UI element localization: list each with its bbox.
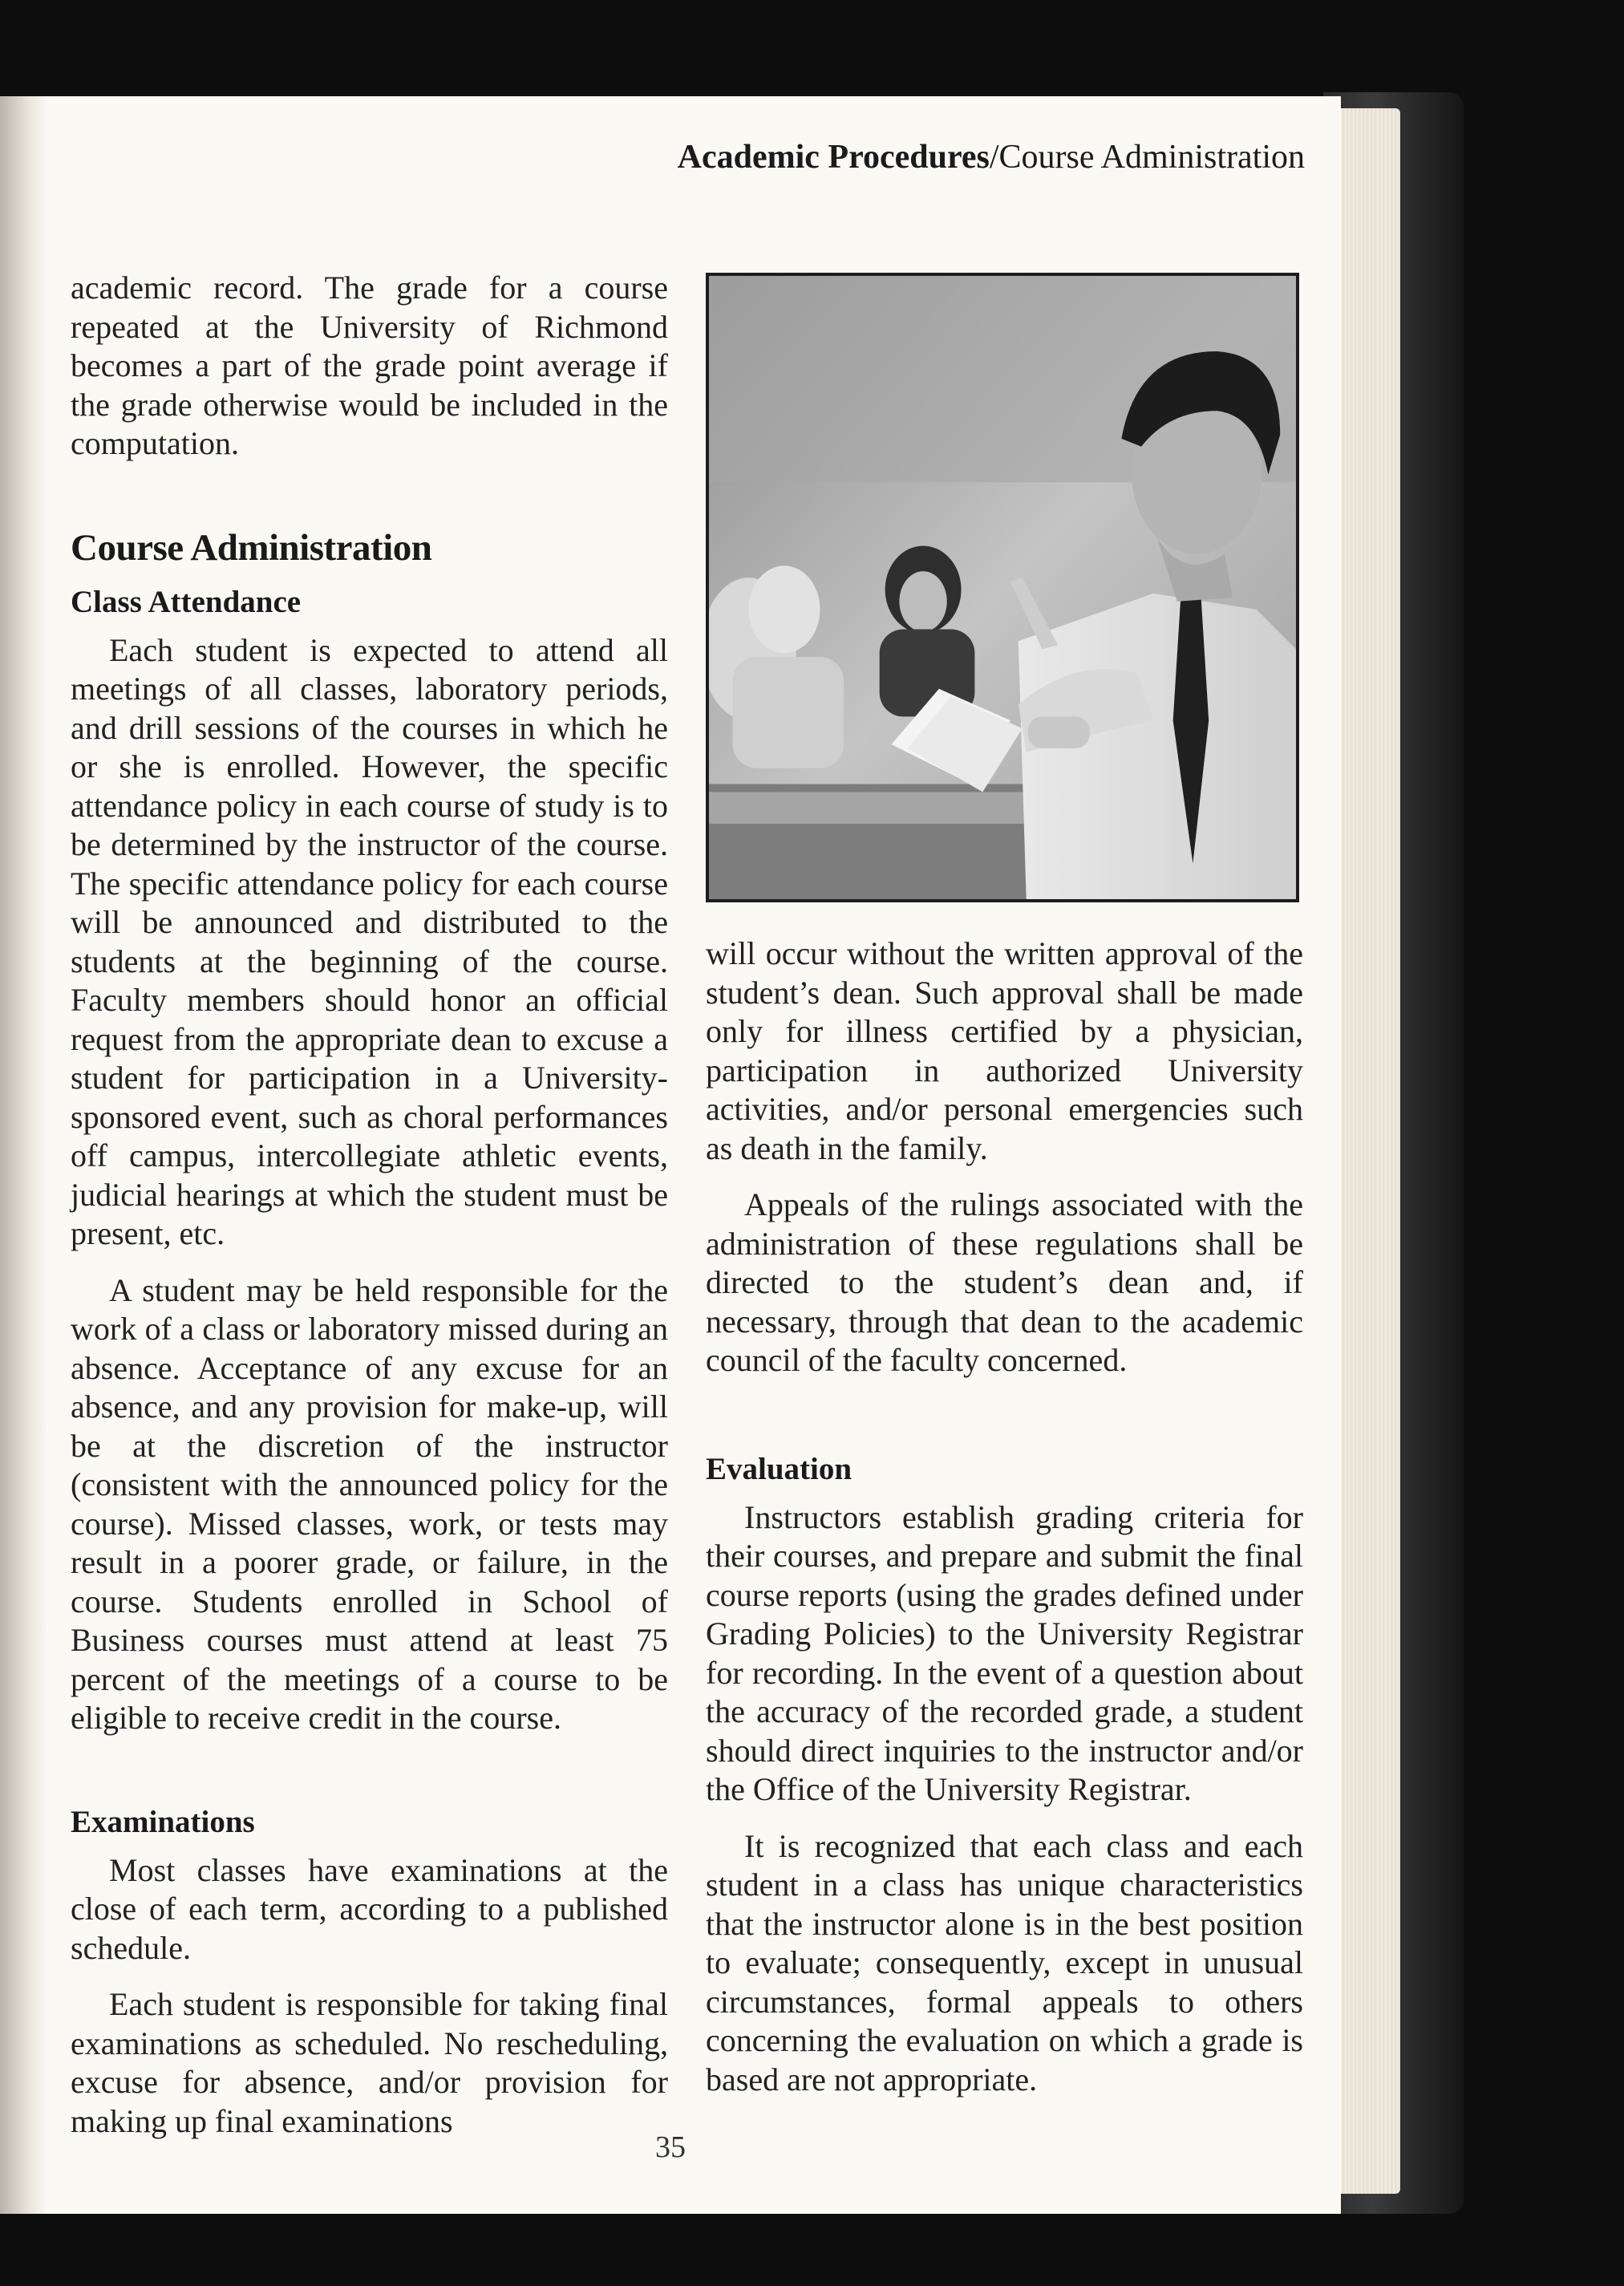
class-attendance-heading: Class Attendance [71, 584, 302, 619]
right-column [706, 934, 1303, 2099]
page-number: 35 [655, 2130, 686, 2164]
evaluation-paragraph: Instructors establish grading criteria for their courses, and prepare and submit the final course reports (using the grades defined under Grading Policies) to the University Registrar for recording. In the event of a question about the accuracy of the recorded grade, a student should direct inquiries to the instructor and/or the Office of the University Registrar. [706, 1498, 1303, 1807]
examinations-heading: Examinations [71, 1804, 255, 1839]
examinations-paragraph: Each student is responsible for taking final examinations as scheduled. No rescheduling, excuse for absence, and/or provision for making up final examinations [71, 1986, 668, 2139]
evaluation-paragraph: It is recognized that each class and each student in a class has unique characteristics that the instructor alone is in the best position to evaluate; consequently, except in unusual circumstances, formal appeals to others concerning the evaluation on which a grade is based are not appropriate. [706, 1827, 1303, 2098]
continued-paragraph: will occur without the written approval of the student’s dean. Such approval shall be made only for illness certified by a physician, participation in authorized University activities, and/or personal emergencies such as death in the family. [706, 935, 1303, 1166]
photo-illustration [709, 276, 1296, 899]
book-page [0, 96, 1341, 2214]
gutter-shadow [0, 96, 48, 2214]
running-header [678, 138, 1305, 176]
intro-paragraph: academic record. The grade for a course repeated at the University of Richmond becomes a part of the grade point average if the grade otherwise would be included in the computation. [71, 270, 668, 461]
header-subsection: Course Administration [998, 139, 1305, 176]
appeals-paragraph: Appeals of the rulings associated with the administration of these regulations shall be directed to the student’s dean and, if necessary, through that dean to the academic council of the faculty concerned. [706, 1186, 1303, 1378]
attendance-paragraph: Each student is expected to attend all meetings of all classes, laboratory periods, and drill sessions of the courses in which he or she is enrolled. However, the specific attendance policy in each course of study is to be determined by the instructor of the course. The specific attendance policy for each course will be announced and distributed to the students at the beginning of the course. Faculty members should honor an official request from the appropriate dean to excuse a student for participation in a University-sponsored event, such as choral performances off campus, intercollegiate athletic events, judicial hearings at which the student must be present, etc. [71, 631, 668, 1251]
page-edges [1338, 108, 1400, 2194]
classroom-photo [706, 273, 1299, 902]
header-separator: / [989, 139, 999, 176]
attendance-paragraph: A student may be held responsible for the work of a class or laboratory missed during an absence. Acceptance of any excuse for an absence, and any provision for make-up, will be at the discretion of the instructor (consistent with the announced policy for the course). Missed classes, work, or tests may result in a poorer grade, or failure, in the course. Students enrolled in School of Business courses must attend at least 75 percent of the meetings of a course to be eligible to receive credit in the course. [71, 1271, 668, 1736]
section-title: Course Administration [71, 526, 432, 569]
left-column [71, 269, 668, 2141]
header-section: Academic Procedures [677, 139, 990, 176]
examinations-paragraph: Most classes have examinations at the close of each term, according to a published schedule. [71, 1851, 668, 1966]
evaluation-heading: Evaluation [706, 1451, 852, 1486]
